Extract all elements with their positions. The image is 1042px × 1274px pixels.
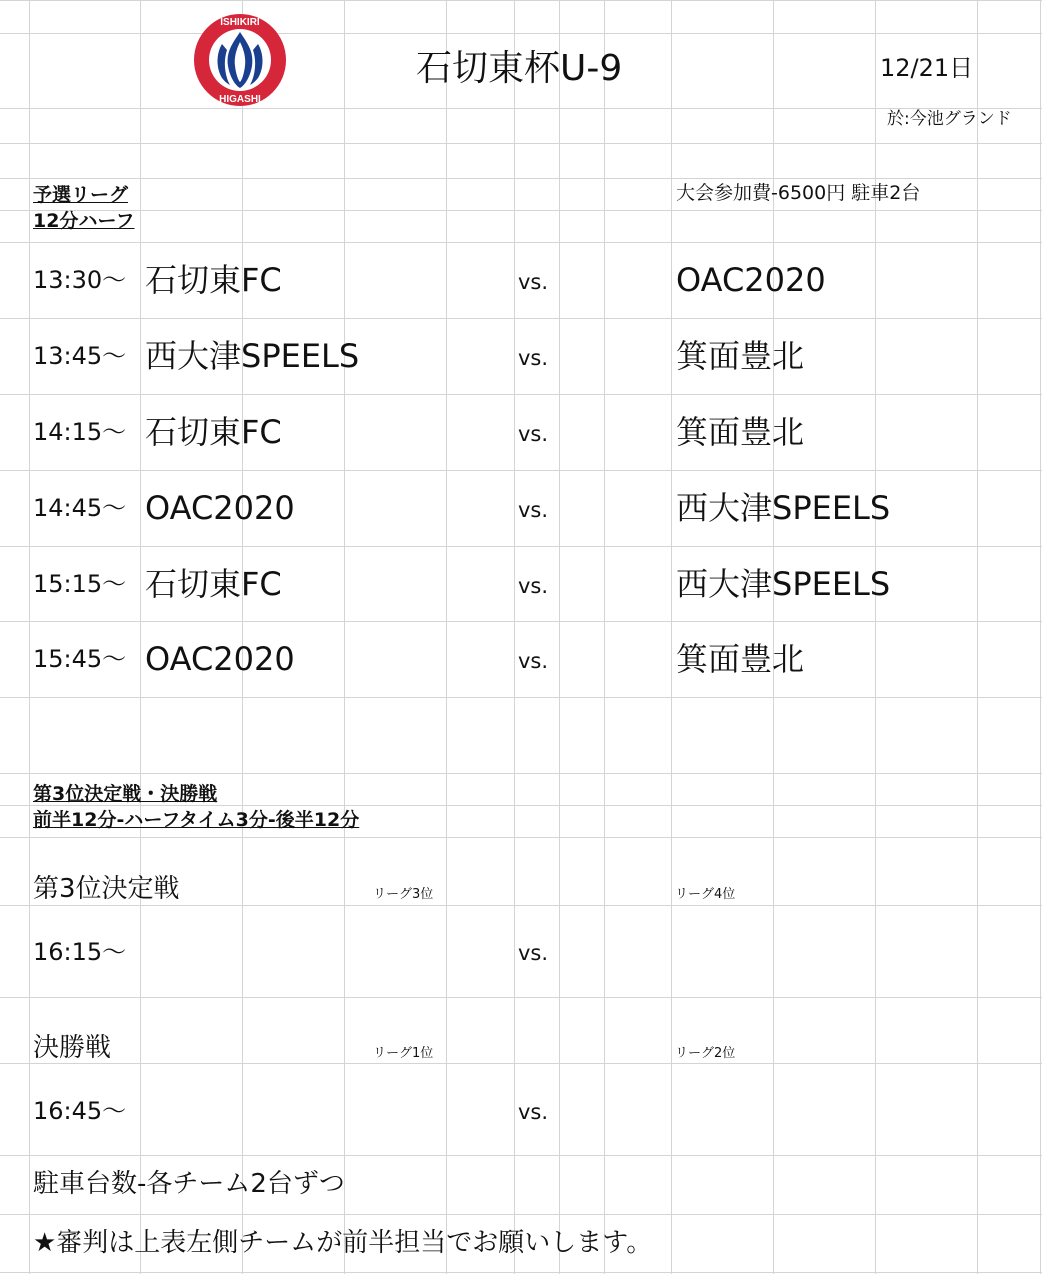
match-time: 16:15～ <box>33 938 127 966</box>
away-team: 西大津SPEELS <box>676 489 891 527</box>
home-team: 石切東FC <box>145 413 282 451</box>
tournament-title: 石切東杯U-9 <box>416 48 623 89</box>
vs-label: vs. <box>518 1100 549 1124</box>
vs-label: vs. <box>518 574 549 598</box>
entry-fee-note: 大会参加費-6500円 駐車2台 <box>676 182 921 204</box>
vs-label: vs. <box>518 649 549 673</box>
match-time: 15:45～ <box>33 645 127 673</box>
home-team: 西大津SPEELS <box>145 337 360 375</box>
home-team: 石切東FC <box>145 565 282 603</box>
vs-label: vs. <box>518 498 549 522</box>
referee-note: ★審判は上表左側チームが前半担当でお願いします。 <box>33 1228 653 1258</box>
match-time: 16:45～ <box>33 1097 127 1125</box>
match-time: 14:15～ <box>33 418 127 446</box>
vs-label: vs. <box>518 270 549 294</box>
match-time: 13:45～ <box>33 342 127 370</box>
home-team: OAC2020 <box>145 640 295 678</box>
away-team: 箕面豊北 <box>676 413 805 451</box>
svg-text:ISHIKIRI: ISHIKIRI <box>220 17 260 28</box>
match-time: 15:15～ <box>33 570 127 598</box>
third-place-label: 第3位決定戦 <box>33 874 180 904</box>
left-seed: リーグ1位 <box>373 1046 434 1061</box>
venue: 於:今池グランド <box>887 109 1012 129</box>
svg-text:HIGASHI: HIGASHI <box>219 94 261 105</box>
away-team: 箕面豊北 <box>676 640 805 678</box>
right-seed: リーグ2位 <box>675 1046 736 1061</box>
match-time: 13:30～ <box>33 266 127 294</box>
home-team: 石切東FC <box>145 261 282 299</box>
left-seed: リーグ3位 <box>373 887 434 902</box>
finals-heading: 第3位決定戦・決勝戦 前半12分-ハーフタイム3分-後半12分 <box>33 783 360 831</box>
away-team: OAC2020 <box>676 261 826 299</box>
vs-label: vs. <box>518 422 549 446</box>
final-label: 決勝戦 <box>33 1033 112 1063</box>
vs-label: vs. <box>518 346 549 370</box>
event-date: 12/21日 <box>880 54 974 82</box>
club-logo <box>192 12 288 108</box>
match-time: 14:45～ <box>33 494 127 522</box>
parking-note: 駐車台数-各チーム2台ずつ <box>33 1169 345 1199</box>
home-team: OAC2020 <box>145 489 295 527</box>
away-team: 西大津SPEELS <box>676 565 891 603</box>
away-team: 箕面豊北 <box>676 337 805 375</box>
league-heading: 予選リーグ 12分ハーフ <box>33 184 135 232</box>
right-seed: リーグ4位 <box>675 887 736 902</box>
vs-label: vs. <box>518 941 549 965</box>
